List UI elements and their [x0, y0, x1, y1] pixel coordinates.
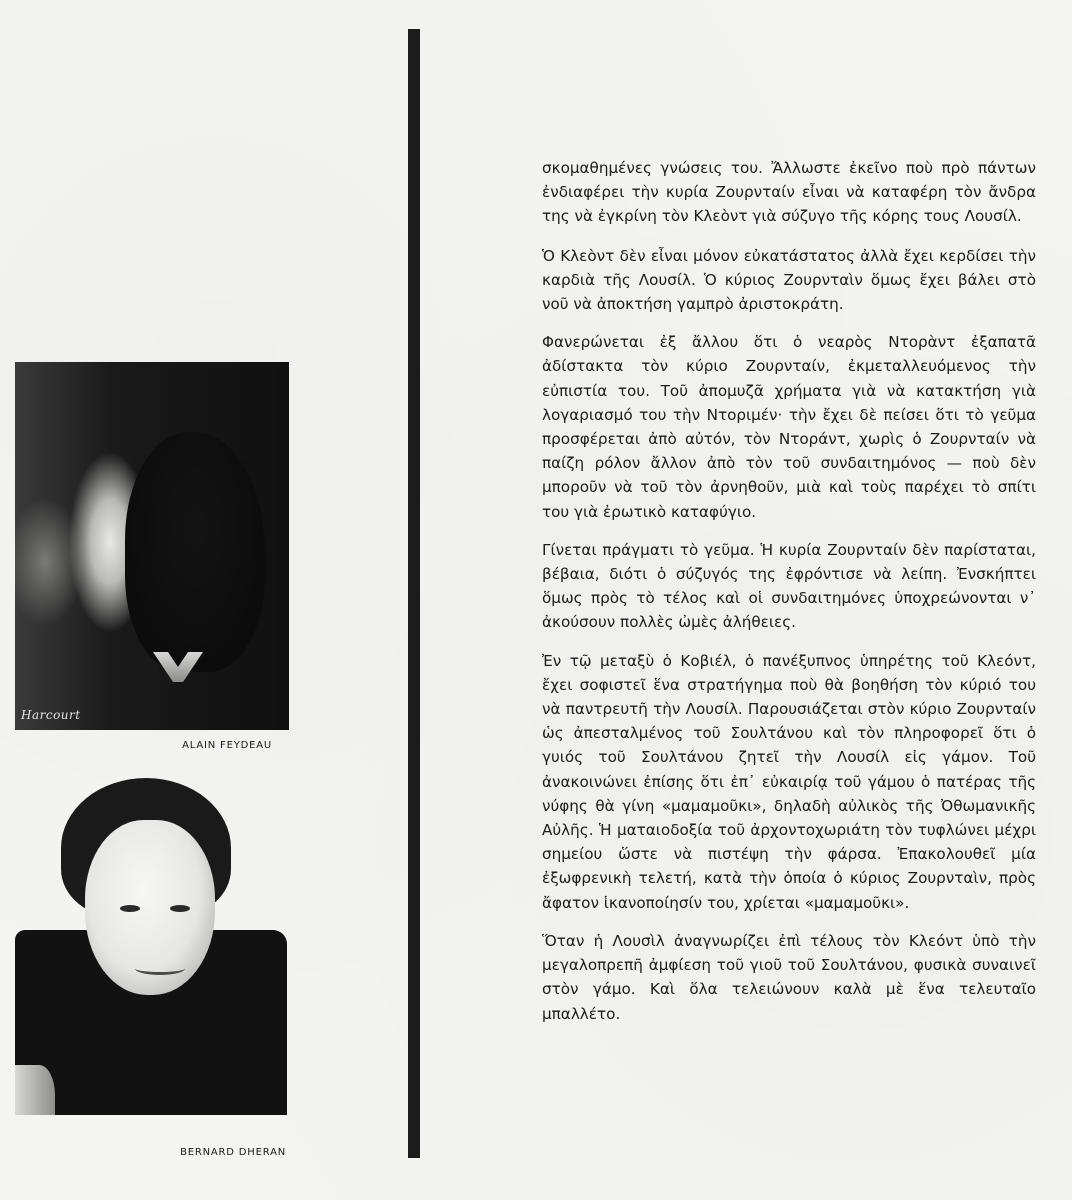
portrait-shadow	[125, 432, 265, 672]
article-paragraph: Ἐν τῷ μεταξὺ ὁ Κοβιέλ, ὁ πανέξυπνος ὑπηρέτης τοῦ Κλεόντ, ἔχει σοφιστεῖ ἕνα στρατήγημα ποὺ θὰ βοηθήση τὸν κύριό του νὰ παντρευτῆ τὴν Λουσίλ. Παρουσιάζεται στὸν κύριο Ζουρνταίν ὡς ἀπεσταλμένος τοῦ Σουλτάνου καὶ τὸν πληροφορεῖ ὅτι ὁ γυιός τοῦ Σουλτάνου ζητεῖ τὴν Λουσίλ εἰς γάμον. Τοῦ ἀνακοινώνει ἐπίσης ὅτι ἐπ᾽ εὐκαιρίᾳ τοῦ γάμου ὁ πατέρας τῆς νύφης θὰ γίνη «μαμαμοῦκι», δηλαδὴ αὐλικὸς τῆς Ὀθωμανικῆς Αὐλῆς. Ἡ ματαιοδοξία τοῦ ἀρχοντοχωριάτη τὸν τυφλώνει μέχρι σημείου ὥστε νὰ πιστέψη τὴν φάρσα. Ἐπακολουθεῖ μία ἐξωφρενικὴ τελετή, κατὰ τὴν ὁποία ὁ κύριος Ζουρνταὶν, πρὸς ἄφατον ἱκανοποίησίν του, χρίεται «μαμαμοῦκι».	[542, 651, 1036, 912]
vertical-divider-bar	[408, 29, 420, 1158]
article-paragraph: σκομαθημένες γνώσεις του. Ἄλλωστε ἐκεῖνο ποὺ πρὸ πάντων ἐνδιαφέρει τὴν κυρία Ζουρνταίν εἶναι νὰ καταφέρη τὸν ἄνδρα της νὰ ἐγκρίνη τὸν Κλεὸντ γιὰ σύζυγο τῆς κόρης τους Λουσίλ.	[542, 159, 1036, 226]
caption-bernard-dheran: BERNARD DHERAN	[180, 1147, 286, 1158]
portrait-right-eye	[170, 905, 190, 912]
article-body	[542, 156, 1036, 1040]
photo-bernard-dheran	[15, 770, 287, 1115]
portrait-mouth	[135, 962, 185, 975]
photographer-signature: Harcourt	[21, 708, 81, 722]
photo-alain-feydeau	[15, 362, 289, 730]
article-paragraph: Γίνεται πράγματι τὸ γεῦμα. Ἡ κυρία Ζουρνταίν δὲν παρίσταται, βέβαια, διότι ὁ σύζυγός της ἐφρόντισε νὰ λείπη. Ἐνσκήπτει ὅμως πρὸς τὸ τέλος καὶ οἱ συνδαιτημόνες ὑποχρεώνονται ν᾽ ἀκούσουν πολλὲς ὠμὲς ἀλήθειες.	[542, 540, 1036, 632]
portrait-left-eye	[120, 905, 140, 912]
article-paragraph: Ὁ Κλεὸντ δὲν εἶναι μόνον εὐκατάστατος ἀλλὰ ἔχει κερδίσει τὴν καρδιὰ τῆς Λουσίλ. Ὁ κύριος Ζουρνταὶν ὅμως ἔχει βάλει στὸ νοῦ νὰ ἀποκτήση γαμπρὸ ἀριστοκράτη.	[542, 246, 1036, 314]
caption-alain-feydeau: ALAIN FEYDEAU	[182, 740, 272, 751]
portrait-hand	[15, 1065, 55, 1115]
article-paragraph: Ὅταν ἡ Λουσὶλ ἀναγνωρίζει ἐπὶ τέλους τὸν Κλεόντ ὑπὸ τὴν μεγαλοπρεπῆ ἀμφίεση τοῦ γιοῦ τοῦ Σουλτάνου, φυσικὰ συναινεῖ στὸν γάμο. Καὶ ὅλα τελειώνουν καλὰ μὲ ἕνα τελευταῖο μπαλλέτο.	[542, 931, 1036, 1023]
article-paragraph: Φανερώνεται ἐξ ἄλλου ὅτι ὁ νεαρὸς Ντορὰντ ἐξαπατᾶ ἀδίστακτα τὸν κύριο Ζουρνταίν, ἐκμεταλλευόμενος τὴν εὐπιστία του. Τοῦ ἀπομυζᾶ χρήματα γιὰ νὰ κατακτήση γιὰ λογαριασμό του τὴν Ντοριμέν· τὴν ἔχει δὲ πείσει ὅτι τὸ γεῦμα προσφέρεται ἀπὸ αὐτόν, τὸν Ντοράντ, χωρὶς ὁ Ζουρνταίν νὰ παίζη ρόλον ἄλλον ἀπὸ τὸν τοῦ συνδαιτημόνος — ποὺ δὲν μποροῦν νὰ τοῦ τὸν ἀρνηθοῦν, μιὰ καὶ τοὺς παρέχει τὸ σπίτι του γιὰ ἐρωτικὸ καταφύγιο.	[542, 333, 1036, 521]
